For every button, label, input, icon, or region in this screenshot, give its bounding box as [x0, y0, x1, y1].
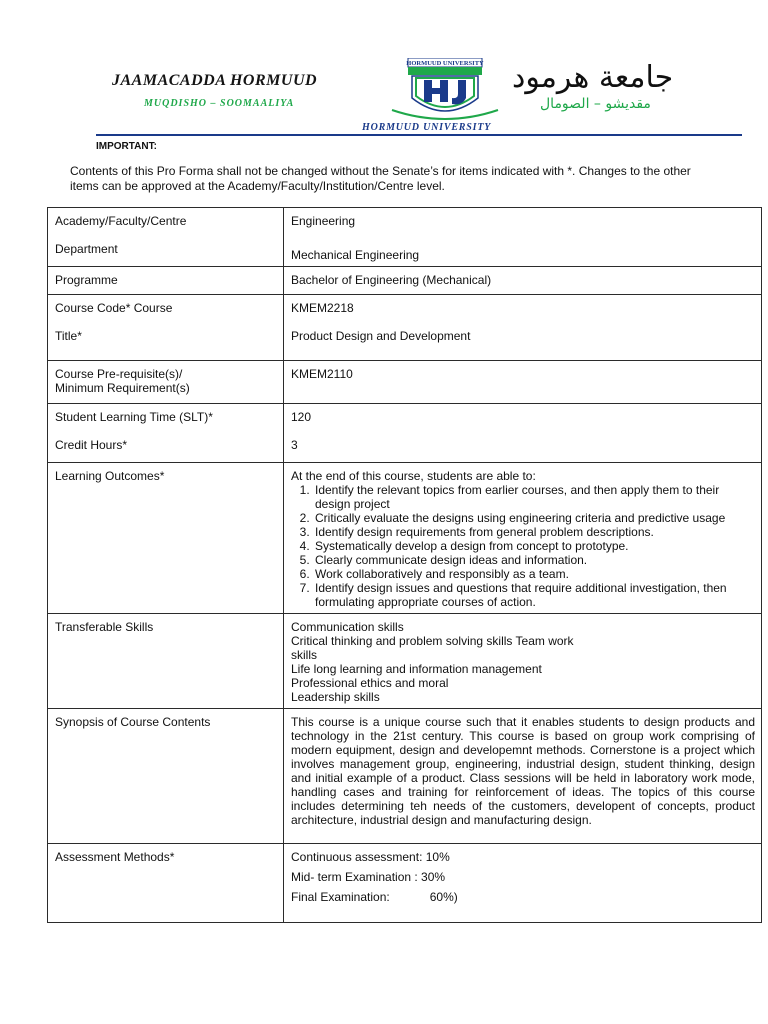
- list-item: 1. Identify the relevant topics from earlier courses, and then apply them to their design project: [313, 483, 755, 511]
- synopsis-text: This course is a unique course such that it enables students to design products and technology in the 21st century. This course is based on group work comprising of modern equipment, design and developemnt methods. Cornerstone is a project which involves management group, engineering, industrial design, student thinking, design and initial example of a product. Class sessions will be held in laboratory work mode, handling cases and training for reinforcement of ideas. The topics of this course includes determining teh needs of the customers, developent of concepts, product architecture, industrial design and manufacturing design.: [284, 709, 762, 844]
- assessment-line: Continuous assessment: 10%: [291, 850, 450, 864]
- skill-line: Life long learning and information management: [291, 662, 542, 676]
- table-row: [48, 208, 762, 267]
- prerequisite-value: KMEM2110: [284, 361, 762, 404]
- university-caption: HORMUUD UNIVERSITY: [362, 122, 492, 133]
- table-row: [48, 361, 762, 404]
- table-row: [48, 614, 762, 709]
- skill-line: Communication skills: [291, 620, 404, 634]
- assessment-line: Final Examination: 60%): [291, 890, 458, 904]
- skill-line: Leadership skills: [291, 690, 380, 704]
- skill-line: Critical thinking and problem solving skills Team work: [291, 634, 574, 648]
- slt-value: 120: [291, 410, 312, 424]
- logo-top-text: HORMUUD UNIVERSITY: [406, 60, 484, 67]
- outcomes-intro: At the end of this course, students are able to:: [291, 469, 536, 483]
- list-item: 3. Identify design requirements from general problem descriptions.: [313, 525, 755, 539]
- programme-value: Bachelor of Engineering (Mechanical): [284, 267, 762, 295]
- credit-hours-value: 3: [291, 438, 298, 452]
- table-row: [48, 463, 762, 614]
- university-name-arabic: جامعة هرمود: [512, 60, 674, 95]
- outcomes-list: [291, 483, 755, 609]
- course-title-label: Title*: [55, 329, 82, 343]
- credit-hours-label: Credit Hours*: [55, 438, 128, 452]
- list-item: 6. Work collaboratively and responsibly as a team.: [313, 567, 755, 581]
- letterhead: [0, 0, 768, 140]
- list-item: 4. Systematically develop a design from concept to prototype.: [313, 539, 755, 553]
- label-cell: [48, 295, 284, 361]
- table-row: [48, 844, 762, 923]
- table-row: [48, 709, 762, 844]
- value-cell: [284, 295, 762, 361]
- label-cell: [48, 361, 284, 404]
- value-cell: [284, 404, 762, 463]
- value-cell: [284, 463, 762, 614]
- synopsis-label: Synopsis of Course Contents: [48, 709, 284, 844]
- table-row: [48, 267, 762, 295]
- university-logo-icon: [386, 58, 504, 122]
- city-name-latin: MUQDISHO – SOOMAALIYA: [144, 98, 295, 109]
- course-code-label: Course Code* Course: [55, 301, 173, 315]
- academy-value: Engineering: [291, 214, 356, 228]
- university-name-latin: JAAMACADDA HORMUUD: [112, 72, 318, 89]
- list-item: 7. Identify design issues and questions that require additional investigation, then formulating appropriate courses of action.: [313, 581, 755, 609]
- minimum-requirement-label: Minimum Requirement(s): [55, 381, 190, 395]
- programme-label: Programme: [48, 267, 284, 295]
- header-divider: [96, 134, 742, 136]
- label-cell: [48, 208, 284, 267]
- assessment-line: Mid- term Examination : 30%: [291, 870, 446, 884]
- city-name-arabic: مقديشو – الصومال: [540, 96, 651, 112]
- learning-outcomes-label: Learning Outcomes*: [48, 463, 284, 614]
- value-cell: [284, 208, 762, 267]
- prerequisite-label: Course Pre-requisite(s)/: [55, 367, 183, 381]
- department-label: Department: [55, 242, 118, 256]
- list-item: 2. Critically evaluate the designs using engineering criteria and predictive usage: [313, 511, 755, 525]
- list-item: 5. Clearly communicate design ideas and information.: [313, 553, 755, 567]
- assessment-label: Assessment Methods*: [48, 844, 284, 923]
- course-proforma-table: [47, 207, 762, 923]
- course-code-value: KMEM2218: [291, 301, 354, 315]
- table-row: [48, 295, 762, 361]
- department-value: Mechanical Engineering: [291, 248, 420, 262]
- skill-line: skills: [291, 648, 317, 662]
- slt-label: Student Learning Time (SLT)*: [55, 410, 213, 424]
- notice-text: Contents of this Pro Forma shall not be changed without the Senate’s for items indicated with *. Changes to the other items can be approved at the Academy/Faculty/Institution/Centre level.: [70, 164, 691, 193]
- transferable-skills-label: Transferable Skills: [48, 614, 284, 709]
- table-row: [48, 404, 762, 463]
- value-cell: [284, 614, 762, 709]
- skill-line: Professional ethics and moral: [291, 676, 449, 690]
- academy-label: Academy/Faculty/Centre: [55, 214, 187, 228]
- value-cell: [284, 844, 762, 923]
- label-cell: [48, 404, 284, 463]
- important-label: IMPORTANT:: [96, 141, 157, 152]
- course-title-value: Product Design and Development: [291, 329, 471, 343]
